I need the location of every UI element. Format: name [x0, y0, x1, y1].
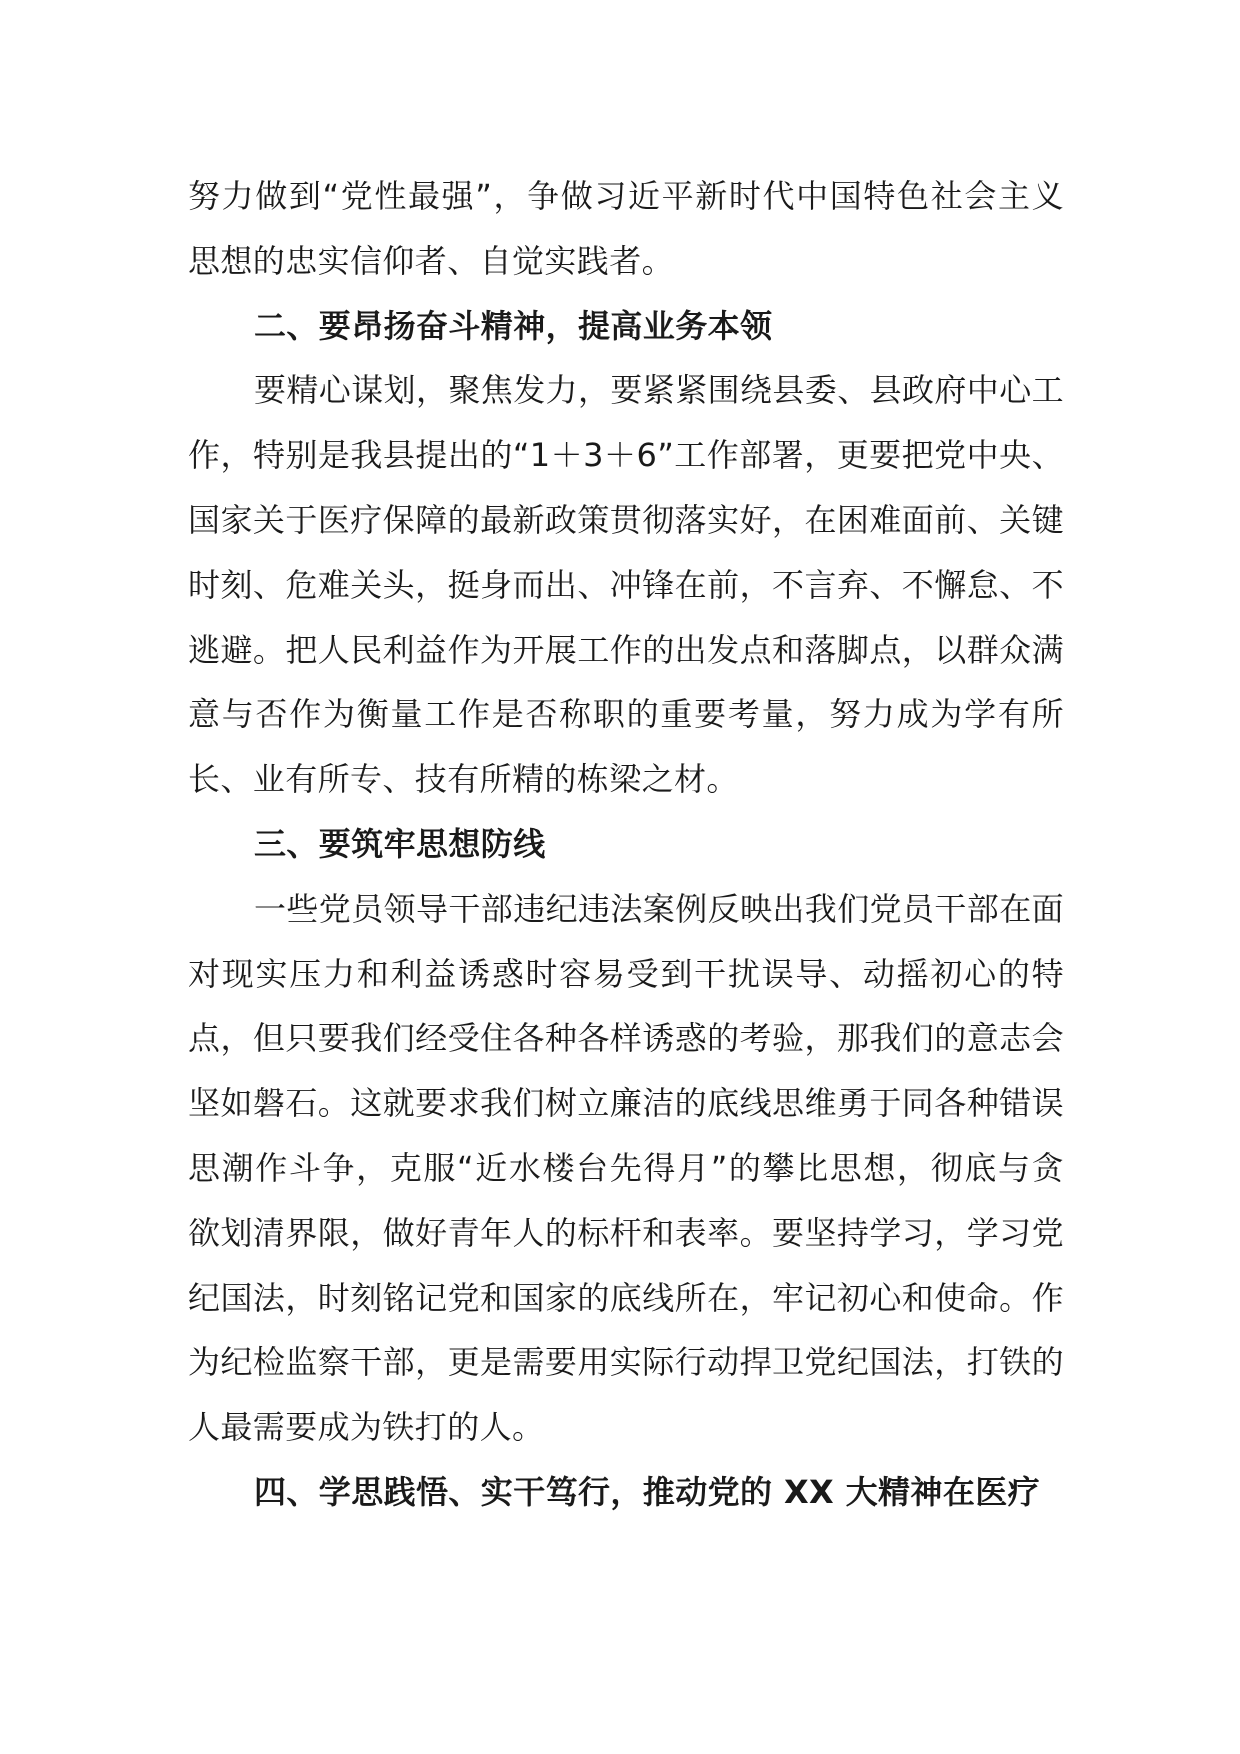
- section-heading-2: 二、要昂扬奋斗精神，提高业务本领: [254, 306, 773, 345]
- paragraph-section-2: 要精心谋划，聚焦发力，要紧紧围绕县委、县政府中心工作，特别是我县提出的“1＋3＋6”工作部署，更要把党中央、国家关于医疗保障的最新政策贯彻落实好，在困难面前、关键时刻、危难关头，挺身而出、冲锋在前，不言弃、不懈怠、不逃避。把人民利益作为开展工作的出发点和落脚点，以群众满意与否作为衡量工作是否称职的重要考量，努力成为学有所长、业有所专、技有所精的栋梁之材。: [188, 371, 1065, 799]
- paragraph-section-3: 一些党员领导干部违纪违法案例反映出我们党员干部在面对现实压力和利益诱惑时容易受到干扰误导、动摇初心的特点，但只要我们经受住各种各样诱惑的考验，那我们的意志会坚如磐石。这就要求我们树立廉洁的底线思维勇于同各种错误思潮作斗争，克服“近水楼台先得月”的攀比思想，彻底与贪欲划清界限，做好青年人的标杆和表率。要坚持学习，学习党纪国法，时刻铭记党和国家的底线所在，牢记初心和使命。作为纪检监察干部，更是需要用实际行动捍卫党纪国法，打铁的人最需要成为铁打的人。: [188, 889, 1065, 1447]
- section-heading-4: 四、学思践悟、实干笃行，推动党的 XX 大精神在医疗: [254, 1472, 1041, 1511]
- document-body: [188, 164, 1064, 1525]
- paragraph-continuation: 努力做到“党性最强”，争做习近平新时代中国特色社会主义思想的忠实信仰者、自觉实践者。: [188, 177, 1064, 280]
- section-heading-3: 三、要筑牢思想防线: [254, 824, 546, 863]
